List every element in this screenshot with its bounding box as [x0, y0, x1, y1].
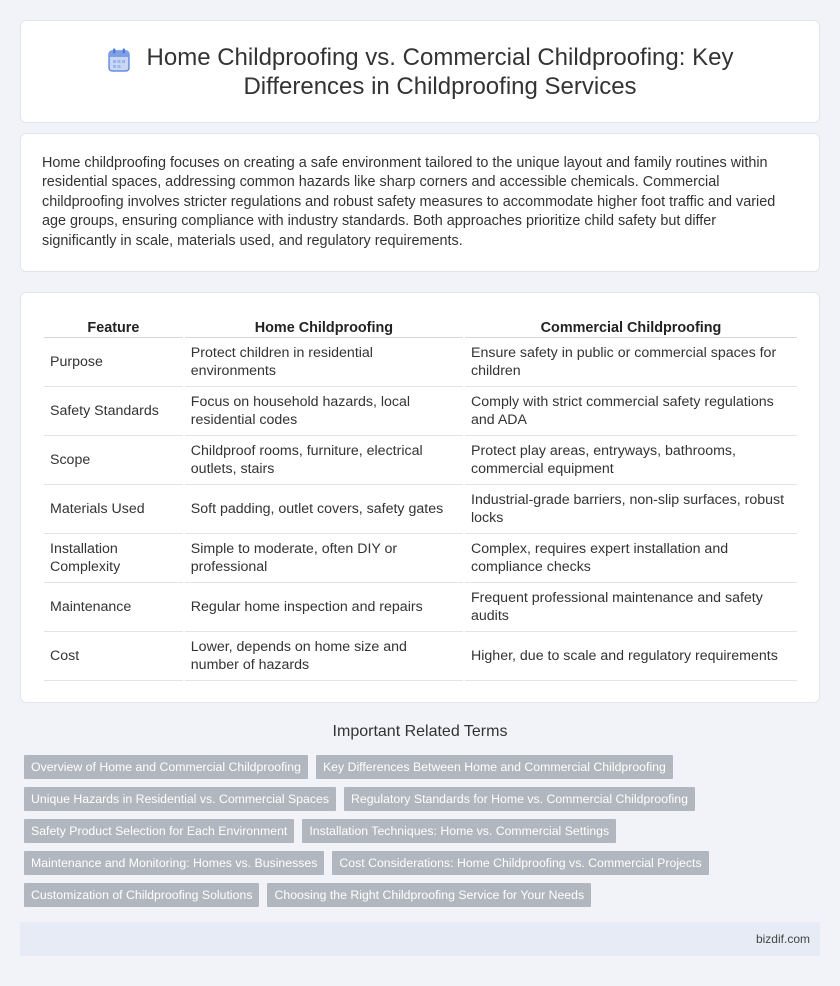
- tag-row: [24, 787, 804, 811]
- table-row: [44, 387, 797, 436]
- comparison-table-card: [20, 292, 820, 703]
- commercial-cell: Comply with strict commercial safety regulations and ADA: [465, 387, 797, 436]
- related-terms-heading: Important Related Terms: [332, 723, 508, 740]
- related-term-link[interactable]: Overview of Home and Commercial Childproofing: [24, 755, 308, 779]
- intro-card: [20, 133, 820, 272]
- related-term-link[interactable]: Cost Considerations: Home Childproofing vs. Commercial Projects: [332, 851, 708, 875]
- tag-row: [24, 755, 804, 779]
- table-row: [44, 534, 797, 583]
- table-row: [44, 338, 797, 387]
- intro-paragraph: Home childproofing focuses on creating a safe environment tailored to the unique layout and family routines within residential spaces, addressing common hazards like sharp corners and accessible chemicals. Commercial childproofing involves stricter regulations and robust safety measures to accommodate higher foot traffic and varied age groups, ensuring compliance with industry standards. Both approaches prioritize child safety but differ significantly in scale, materials used, and regulatory requirements.: [42, 155, 776, 249]
- table-row: [44, 436, 797, 485]
- tag-row: [24, 819, 804, 843]
- table-row: [44, 583, 797, 632]
- commercial-cell: Complex, requires expert installation and compliance checks: [465, 534, 797, 583]
- commercial-cell: Higher, due to scale and regulatory requirements: [465, 632, 797, 681]
- column-header-home: Home Childproofing: [185, 314, 463, 338]
- related-term-link[interactable]: Regulatory Standards for Home vs. Commercial Childproofing: [344, 787, 695, 811]
- tag-row: [24, 851, 804, 875]
- feature-cell: Installation Complexity: [44, 534, 183, 583]
- home-cell: Focus on household hazards, local residential codes: [185, 387, 463, 436]
- related-term-link[interactable]: Customization of Childproofing Solutions: [24, 883, 259, 907]
- commercial-cell: Protect play areas, entryways, bathrooms, commercial equipment: [465, 436, 797, 485]
- related-term-link[interactable]: Installation Techniques: Home vs. Commercial Settings: [302, 819, 616, 843]
- home-cell: Regular home inspection and repairs: [185, 583, 463, 632]
- home-cell: Simple to moderate, often DIY or professional: [185, 534, 463, 583]
- tag-row: [24, 883, 804, 907]
- related-terms-list: [24, 755, 804, 915]
- commercial-cell: Ensure safety in public or commercial spaces for children: [465, 338, 797, 387]
- commercial-cell: Industrial-grade barriers, non-slip surfaces, robust locks: [465, 485, 797, 534]
- table-header-row: [44, 314, 797, 338]
- footer-bar: [20, 922, 820, 956]
- related-term-link[interactable]: Safety Product Selection for Each Environment: [24, 819, 294, 843]
- commercial-cell: Frequent professional maintenance and safety audits: [465, 583, 797, 632]
- footer-site-name[interactable]: bizdif.com: [755, 932, 810, 946]
- feature-cell: Safety Standards: [44, 387, 183, 436]
- feature-cell: Cost: [44, 632, 183, 681]
- comparison-table: [42, 314, 799, 681]
- feature-cell: Purpose: [44, 338, 183, 387]
- home-cell: Lower, depends on home size and number of hazards: [185, 632, 463, 681]
- feature-cell: Maintenance: [44, 583, 183, 632]
- column-header-commercial: Commercial Childproofing: [465, 314, 797, 338]
- column-header-feature: Feature: [44, 314, 183, 338]
- home-cell: Protect children in residential environments: [185, 338, 463, 387]
- related-term-link[interactable]: Key Differences Between Home and Commercial Childproofing: [316, 755, 673, 779]
- related-term-link[interactable]: Unique Hazards in Residential vs. Commercial Spaces: [24, 787, 336, 811]
- feature-cell: Materials Used: [44, 485, 183, 534]
- table-row: [44, 485, 797, 534]
- home-cell: Childproof rooms, furniture, electrical outlets, stairs: [185, 436, 463, 485]
- home-cell: Soft padding, outlet covers, safety gates: [185, 485, 463, 534]
- title-card: [20, 20, 820, 123]
- related-term-link[interactable]: Maintenance and Monitoring: Homes vs. Businesses: [24, 851, 324, 875]
- page-title: Home Childproofing vs. Commercial Childproofing: Key Differences in Childproofing Services: [146, 43, 734, 100]
- related-term-link[interactable]: Choosing the Right Childproofing Service for Your Needs: [267, 883, 591, 907]
- table-row: [44, 632, 797, 681]
- feature-cell: Scope: [44, 436, 183, 485]
